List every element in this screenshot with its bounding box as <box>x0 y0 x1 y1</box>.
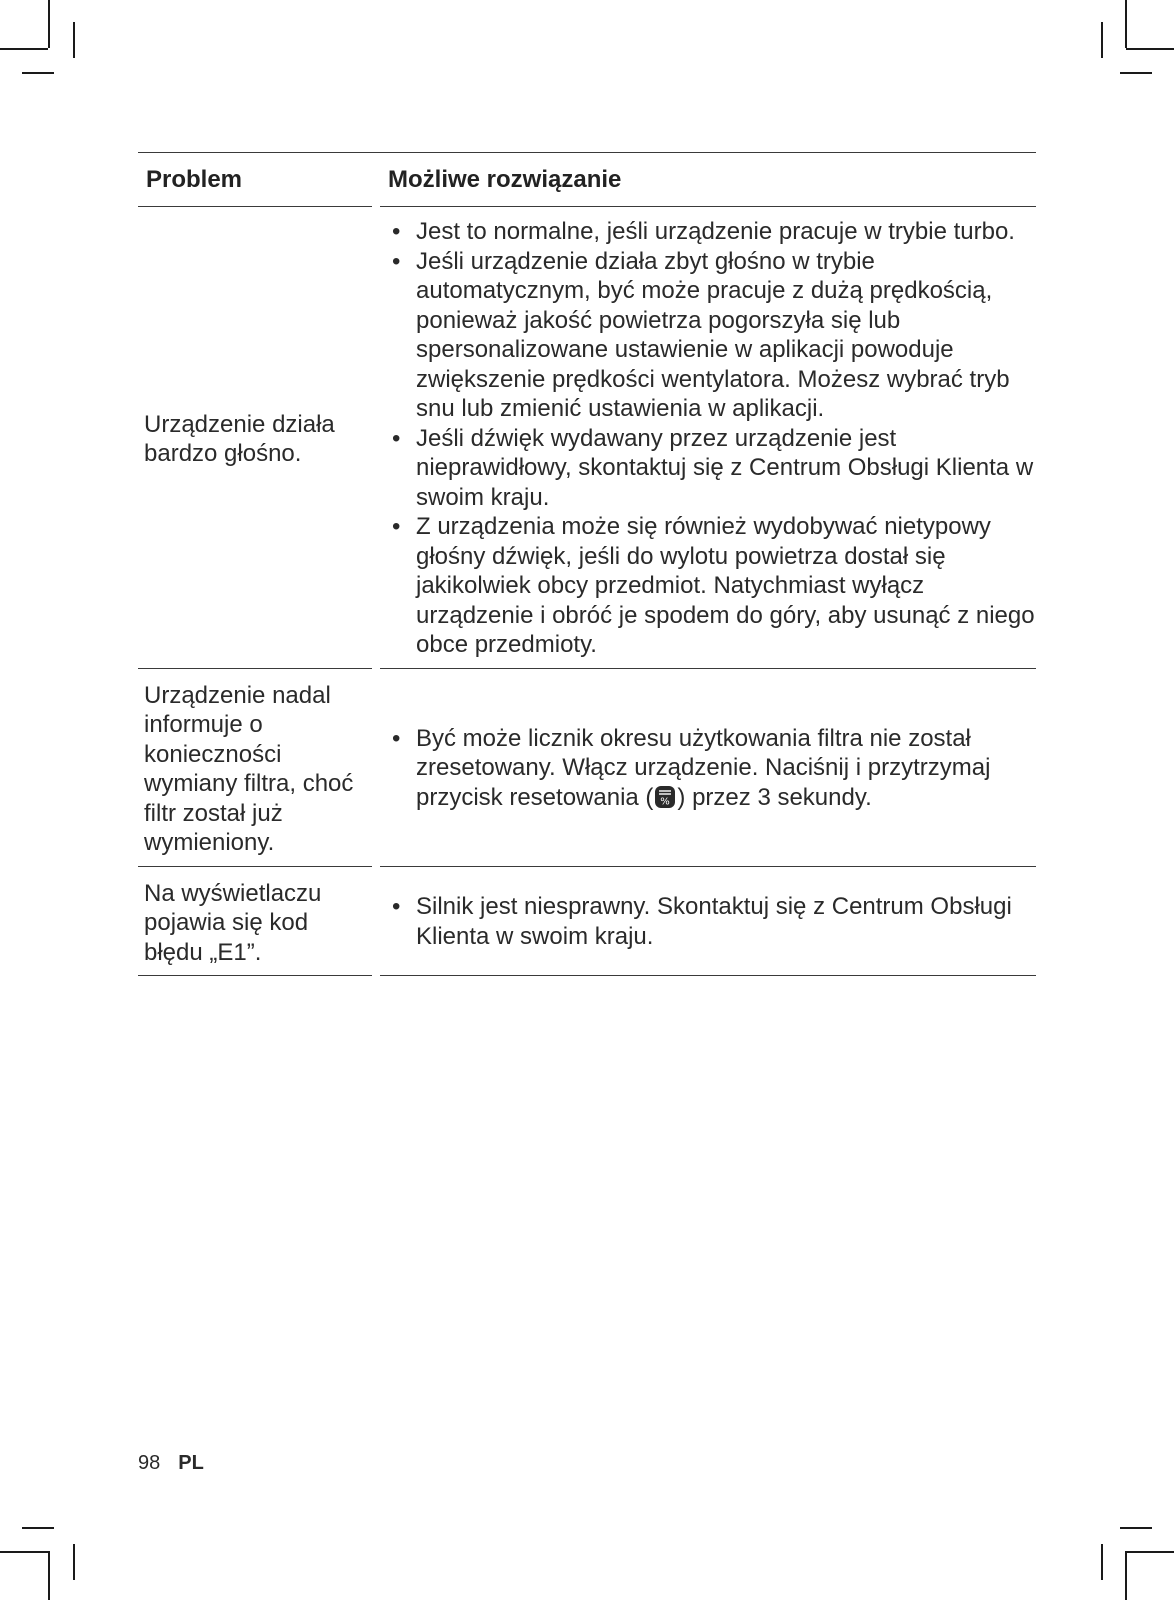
table-row <box>138 668 1036 866</box>
page-footer <box>138 1452 204 1475</box>
crop-mark <box>22 1527 54 1529</box>
troubleshooting-table <box>138 152 1036 976</box>
crop-mark <box>1125 1551 1127 1600</box>
list-item <box>392 724 1036 813</box>
solution-text: Być może licznik okresu użytkowania filtra nie został zresetowany. Włącz urządzenie. Naciśnij i przytrzymaj przycisk resetowania ( <box>416 724 991 811</box>
solution-cell <box>376 668 1036 866</box>
bullet-icon: • <box>392 513 401 540</box>
bullet-icon: • <box>392 247 401 275</box>
list-item <box>392 512 1036 660</box>
bullet-icon: • <box>392 424 401 452</box>
table-row <box>138 207 1036 669</box>
troubleshooting-table-container <box>138 152 1036 976</box>
crop-mark <box>1126 48 1174 50</box>
solution-text: Jeśli urządzenie działa zbyt głośno w trybie automatycznym, być może pracuje z dużą prędkością, ponieważ jakość powietrza pogorszyła się lub spersonalizowane ustawienie w aplikacji powoduje zwiększenie prędkości wentylatora. Możesz wybrać tryb snu lub zmienić ustawienia w aplikacji. <box>416 247 1010 422</box>
solution-text: Silnik jest niesprawny. Skontaktuj się z Centrum Obsługi Klienta w swoim kraju. <box>416 893 1012 950</box>
svg-text:%: % <box>660 796 671 808</box>
crop-mark <box>22 72 54 74</box>
crop-mark <box>48 1551 50 1600</box>
table-row <box>138 866 1036 976</box>
table-header-row <box>138 153 1036 207</box>
crop-mark <box>0 48 48 50</box>
solution-text: Jeśli dźwięk wydawany przez urządzenie jest nieprawidłowy, skontaktuj się z Centrum Obsługi Klienta w swoim kraju. <box>416 424 1034 511</box>
crop-mark <box>1126 1551 1174 1553</box>
crop-mark <box>0 1551 48 1553</box>
header-solution: Możliwe rozwiązanie <box>376 153 1036 207</box>
solution-text: Jest to normalne, jeśli urządzenie pracuje w trybie turbo. <box>416 218 1015 245</box>
solution-list <box>380 724 1036 813</box>
crop-mark <box>73 1544 75 1580</box>
crop-mark <box>73 22 75 58</box>
bullet-icon: • <box>392 218 401 245</box>
list-item <box>392 424 1036 513</box>
solution-list <box>380 217 1036 660</box>
bullet-icon: • <box>392 724 401 752</box>
list-item <box>392 217 1036 247</box>
list-item <box>392 247 1036 424</box>
bullet-icon: • <box>392 893 401 921</box>
problem-cell: Urządzenie nadal informuje o konieczności wymiany filtra, choć filtr został już wymieniony. <box>138 668 376 866</box>
crop-mark <box>1125 0 1127 48</box>
language-code: PL <box>178 1452 204 1474</box>
filter-reset-icon <box>654 785 676 809</box>
problem-cell: Na wyświetlaczu pojawia się kod błędu „E1”. <box>138 866 376 976</box>
solution-text: Z urządzenia może się również wydobywać nietypowy głośny dźwięk, jeśli do wylotu powietrza dostał się jakikolwiek obcy przedmiot. Natychmiast wyłącz urządzenie i obróć je spodem do góry, aby usunąć z niego obce przedmioty. <box>416 513 1035 658</box>
crop-mark <box>1101 22 1103 58</box>
list-item <box>392 892 1036 951</box>
header-problem: Problem <box>138 153 376 207</box>
solution-list <box>380 892 1036 951</box>
problem-cell: Urządzenie działa bardzo głośno. <box>138 207 376 669</box>
solution-text: ) przez 3 sekundy. <box>677 783 872 811</box>
page-number: 98 <box>138 1452 161 1474</box>
solution-cell <box>376 207 1036 669</box>
solution-cell <box>376 866 1036 976</box>
crop-mark <box>1101 1544 1103 1580</box>
crop-mark <box>48 0 50 48</box>
crop-mark <box>1120 72 1152 74</box>
crop-mark <box>1120 1527 1152 1529</box>
